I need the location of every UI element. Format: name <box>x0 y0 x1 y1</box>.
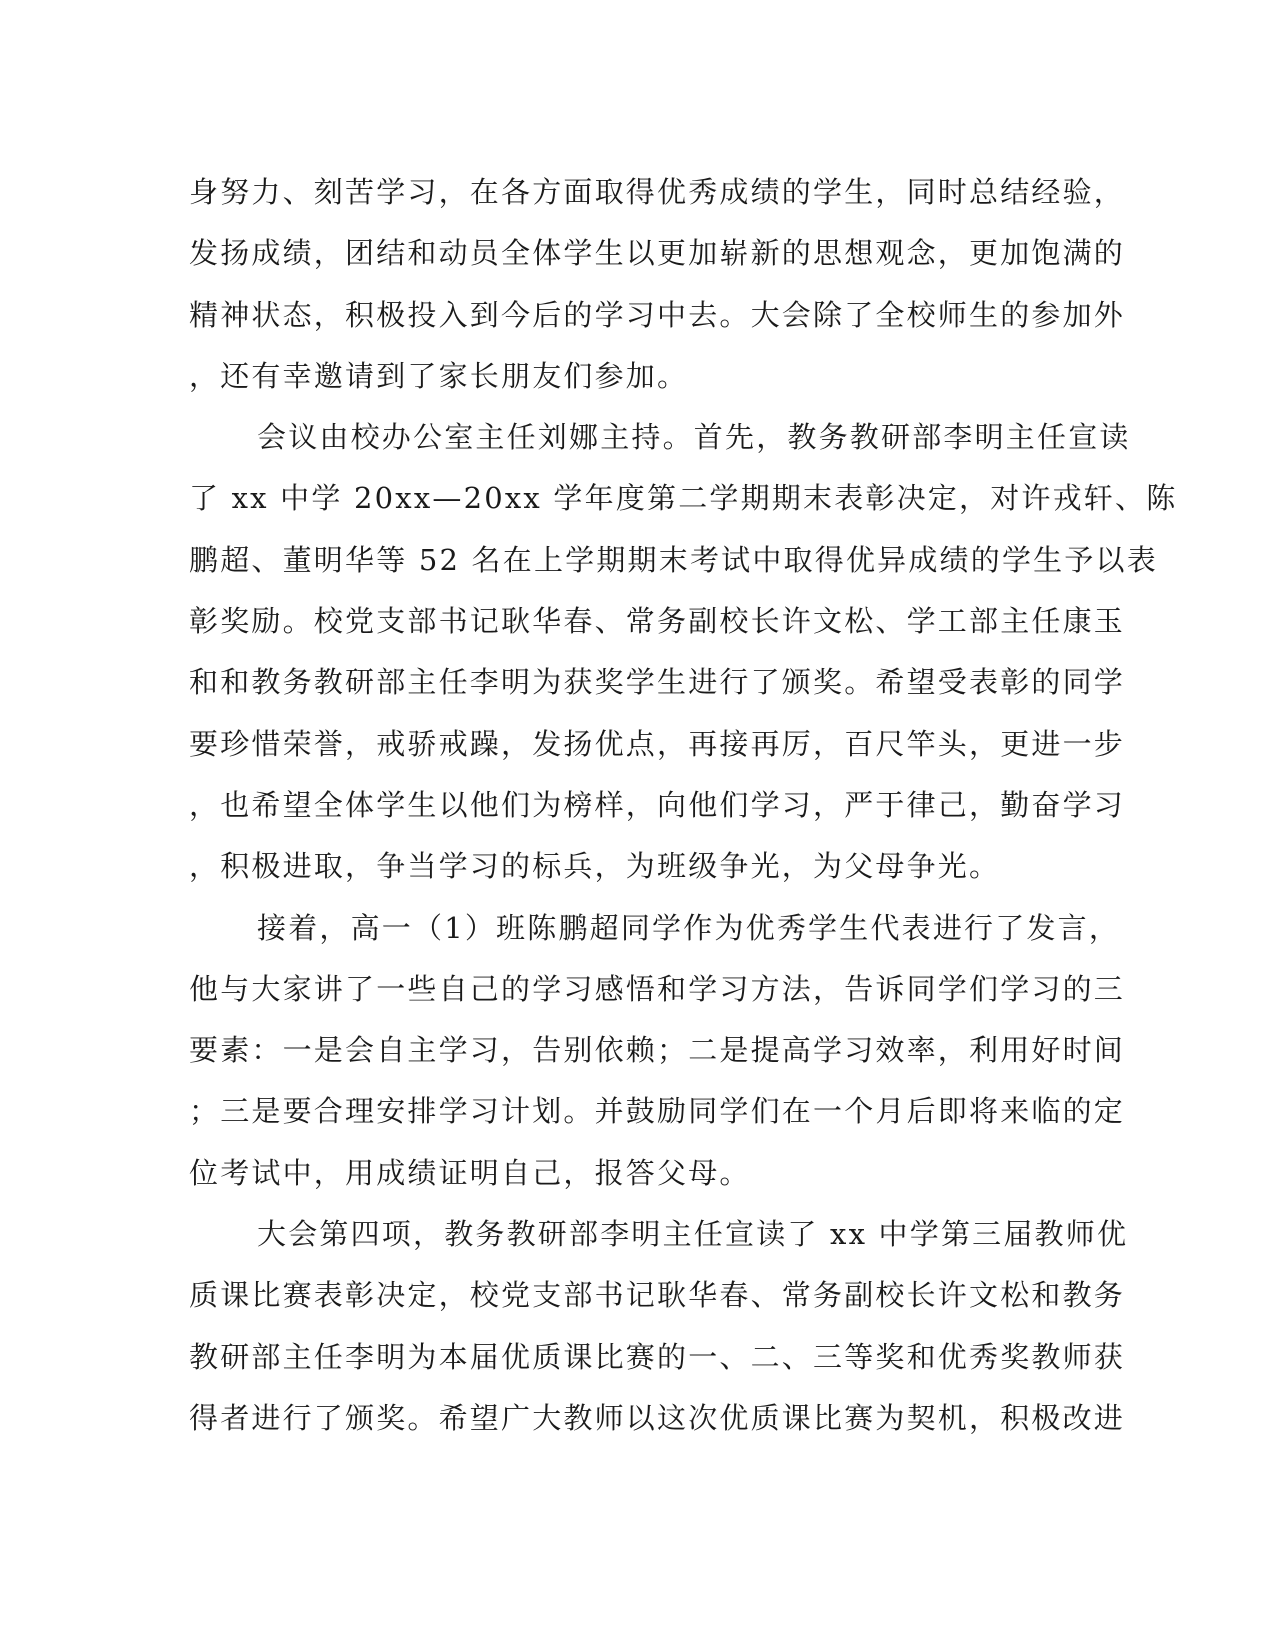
text-line: ，积极进取，争当学习的标兵，为班级争光，为父母争光。 <box>189 849 1001 884</box>
text-line: 和和教务教研部主任李明为获奖学生进行了颁奖。希望受表彰的同学 <box>189 665 1126 700</box>
text-line: ；三是要合理安排学习计划。并鼓励同学们在一个月后即将来临的定 <box>189 1094 1126 1129</box>
paragraph-first-line: 大会第四项，教务教研部李明主任宣读了 xx 中学第三届教师优 <box>257 1217 1129 1252</box>
text-line: 发扬成绩，团结和动员全体学生以更加崭新的思想观念，更加饱满的 <box>189 236 1126 271</box>
text-line: 要素：一是会自主学习，告别依赖；二是提高学习效率，利用好时间 <box>189 1033 1126 1068</box>
text-line: 质课比赛表彰决定，校党支部书记耿华春、常务副校长许文松和教务 <box>189 1278 1126 1313</box>
text-line: ，也希望全体学生以他们为榜样，向他们学习，严于律己，勤奋学习 <box>189 787 1126 822</box>
text-line: 要珍惜荣誉，戒骄戒躁，发扬优点，再接再厉，百尺竿头，更进一步 <box>189 726 1126 761</box>
paragraph-first-line: 接着，高一（1）班陈鹏超同学作为优秀学生代表进行了发言， <box>257 910 1121 945</box>
text-line: 得者进行了颁奖。希望广大教师以这次优质课比赛为契机，积极改进 <box>189 1400 1126 1435</box>
body-text <box>189 162 1178 1449</box>
paragraph-first-line: 会议由校办公室主任刘娜主持。首先，教务教研部李明主任宣读 <box>257 420 1131 455</box>
text-line: 教研部主任李明为本届优质课比赛的一、二、三等奖和优秀奖教师获 <box>189 1339 1126 1374</box>
text-line: 了 xx 中学 20xx—20xx 学年度第二学期期末表彰决定，对许戎轩、陈 <box>189 481 1178 516</box>
text-line: 鹏超、董明华等 52 名在上学期期末考试中取得优异成绩的学生予以表 <box>189 542 1158 577</box>
text-line: 身努力、刻苦学习，在各方面取得优秀成绩的学生，同时总结经验， <box>189 175 1126 209</box>
text-line: 位考试中，用成绩证明自己，报答父母。 <box>189 1155 751 1190</box>
text-line: 他与大家讲了一些自己的学习感悟和学习方法，告诉同学们学习的三 <box>189 971 1126 1006</box>
text-line: ，还有幸邀请到了家长朋友们参加。 <box>189 358 689 393</box>
text-line: 彰奖励。校党支部书记耿华春、常务副校长许文松、学工部主任康玉 <box>189 604 1126 639</box>
text-line: 精神状态，积极投入到今后的学习中去。大会除了全校师生的参加外 <box>189 297 1126 332</box>
